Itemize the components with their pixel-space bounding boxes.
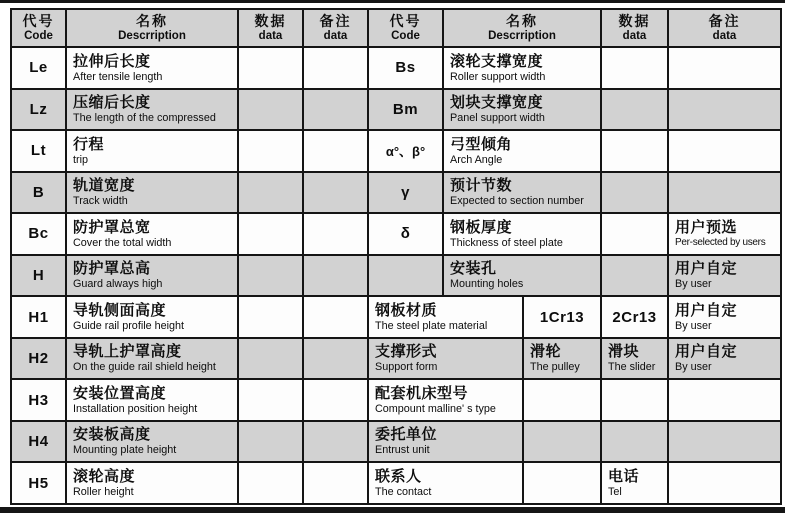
left-note-cell [304, 256, 367, 296]
left-name-en: Track width [73, 195, 128, 208]
right-option1: 1Cr13 [539, 308, 585, 326]
left-note-cell [304, 380, 367, 420]
right-name-cell [444, 131, 600, 171]
header-right-note-zh: 备注 [708, 12, 741, 29]
header-left-data-zh: 数据 [254, 12, 287, 29]
left-name-cell [67, 339, 237, 379]
right-merged-name-cell [369, 339, 522, 379]
right-note-zh: 用户自定 [675, 260, 738, 278]
left-note-cell [304, 173, 367, 213]
right-name-zh: 滚轮支撑宽度 [450, 52, 544, 70]
right-note-zh: 用户自定 [675, 343, 738, 361]
left-data-cell [239, 173, 302, 213]
left-code-cell [12, 463, 65, 503]
header-left-data-en: data [258, 30, 283, 43]
left-code-cell [12, 90, 65, 130]
left-name-cell [67, 131, 237, 171]
right-note-zh: 用户自定 [675, 301, 738, 319]
left-name-cell [67, 380, 237, 420]
right-name-zh: 配套机床型号 [375, 384, 469, 402]
left-code: H2 [28, 350, 49, 368]
right-data-cell [602, 131, 667, 171]
right-option2-cell [602, 339, 667, 379]
left-name-zh: 导轨侧面高度 [73, 301, 167, 319]
left-name-en: Guard always high [73, 278, 163, 291]
right-code: Bm [392, 100, 419, 118]
left-data-cell [239, 339, 302, 379]
left-name-zh: 防护罩总高 [73, 260, 151, 278]
left-code: H1 [28, 308, 49, 326]
right-name-cell [444, 256, 600, 296]
right-data-cell [602, 90, 667, 130]
left-data-cell [239, 131, 302, 171]
left-data-cell [239, 214, 302, 254]
right-note-en: By user [675, 319, 712, 332]
header-right-name-en: Descrription [488, 30, 556, 43]
header-left-name-cell [67, 10, 237, 46]
header-right-code-en: Code [391, 30, 420, 43]
right-code: γ [401, 183, 410, 201]
left-name-cell [67, 90, 237, 130]
left-data-cell [239, 297, 302, 337]
right-code: α°、β° [385, 144, 426, 160]
right-code-cell [369, 131, 442, 171]
right-note-en: Per-selected by users [675, 237, 766, 249]
left-name-zh: 压缩后长度 [73, 94, 151, 112]
right-option1-cell [524, 380, 600, 420]
header-right-name-cell [444, 10, 600, 46]
left-name-en: trip [73, 153, 88, 166]
left-data-cell [239, 422, 302, 462]
left-data-cell [239, 380, 302, 420]
left-code-cell [12, 173, 65, 213]
right-name-en: Mounting holes [450, 278, 524, 291]
table-row [12, 380, 780, 420]
left-name-en: On the guide rail shield height [73, 361, 216, 374]
left-note-cell [304, 214, 367, 254]
right-option1-en: The pulley [530, 361, 580, 374]
header-left-name-en: Descrription [118, 30, 186, 43]
table-row [12, 48, 780, 88]
right-name-en: The steel plate material [375, 319, 488, 332]
right-code-cell [369, 256, 442, 296]
right-code: Bs [395, 59, 416, 77]
left-name-cell [67, 422, 237, 462]
right-merged-name-cell [369, 380, 522, 420]
right-option2-zh: 滑块 [608, 343, 640, 361]
right-name-zh: 联系人 [375, 468, 422, 486]
left-name-en: Installation position height [73, 402, 198, 415]
right-note-cell [669, 380, 780, 420]
left-name-cell [67, 463, 237, 503]
right-name-en: Panel support width [450, 112, 545, 125]
right-data-cell [602, 48, 667, 88]
header-right-name-zh: 名称 [506, 12, 538, 29]
right-name-en: The contact [375, 486, 432, 499]
table-row [12, 256, 780, 296]
right-name-en: Arch Angle [450, 153, 503, 166]
header-left-code-cell [12, 10, 65, 46]
header-row [12, 10, 780, 46]
left-name-en: Cover the total width [73, 236, 172, 249]
header-left-note-zh: 备注 [319, 12, 352, 29]
right-note-cell [669, 173, 780, 213]
left-data-cell [239, 256, 302, 296]
right-name-zh: 支撑形式 [375, 343, 438, 361]
right-name-cell [444, 173, 600, 213]
left-code: B [32, 183, 45, 201]
right-name-en: Thickness of steel plate [450, 236, 563, 249]
left-name-cell [67, 214, 237, 254]
left-note-cell [304, 131, 367, 171]
header-left-data-cell [239, 10, 302, 46]
left-name-en: The length of the compressed [73, 112, 216, 125]
left-code: Lt [30, 142, 47, 160]
right-note-cell [669, 131, 780, 171]
right-data-cell [602, 214, 667, 254]
table-row [12, 463, 780, 503]
right-note-cell [669, 463, 780, 503]
right-note-cell [669, 339, 780, 379]
table-row [12, 339, 780, 379]
header-left-note-en: data [323, 30, 348, 43]
right-name-zh: 弓型倾角 [450, 135, 513, 153]
left-code-cell [12, 422, 65, 462]
right-name-en: Compount malline' s type [375, 402, 496, 415]
left-code-cell [12, 131, 65, 171]
table-row [12, 90, 780, 130]
left-name-zh: 行程 [73, 135, 105, 153]
left-code: Lz [29, 100, 48, 118]
right-note-zh: 用户预选 [675, 219, 738, 237]
left-name-zh: 安装位置高度 [73, 384, 167, 402]
bottom-frame-line [0, 507, 785, 513]
left-name-zh: 导轨上护罩高度 [73, 343, 182, 361]
header-left-code-en: Code [24, 30, 53, 43]
right-name-zh: 划块支撑宽度 [450, 94, 544, 112]
left-code: Le [29, 59, 48, 77]
right-code-cell [369, 48, 442, 88]
right-name-en: Entrust unit [375, 444, 430, 457]
right-option2-cell [602, 380, 667, 420]
table-row [12, 422, 780, 462]
header-left-code-zh: 代号 [22, 12, 55, 29]
header-right-note-en: data [712, 30, 737, 43]
left-name-en: Roller height [73, 486, 134, 499]
top-frame-line [0, 0, 785, 3]
table-row [12, 297, 780, 337]
right-option2: 2Cr13 [612, 308, 657, 326]
right-name-zh: 安装孔 [450, 260, 497, 278]
right-name-zh: 钢板厚度 [450, 218, 513, 236]
right-merged-name-cell [369, 463, 522, 503]
header-right-note-cell [669, 10, 780, 46]
right-option2-en: The slider [608, 361, 656, 374]
right-merged-name-cell [369, 297, 522, 337]
left-note-cell [304, 297, 367, 337]
left-name-cell [67, 173, 237, 213]
header-right-data-en: data [622, 30, 647, 43]
right-note-en: By user [675, 278, 712, 291]
left-data-cell [239, 90, 302, 130]
right-option1-cell [524, 297, 600, 337]
left-name-zh: 安装板高度 [73, 426, 151, 444]
spec-table [10, 8, 782, 505]
right-option2-cell [602, 463, 667, 503]
right-note-cell [669, 48, 780, 88]
left-data-cell [239, 48, 302, 88]
right-name-zh: 钢板材质 [375, 301, 438, 319]
right-option2-cell [602, 422, 667, 462]
left-name-cell [67, 48, 237, 88]
right-option1-zh: 滑轮 [530, 343, 562, 361]
right-note-cell [669, 422, 780, 462]
right-name-en: Roller support width [450, 70, 546, 83]
right-name-cell [444, 90, 600, 130]
left-name-zh: 轨道宽度 [73, 177, 136, 195]
left-note-cell [304, 48, 367, 88]
right-code-cell [369, 90, 442, 130]
right-name-en: Expected to section number [450, 195, 584, 208]
right-code-cell [369, 214, 442, 254]
right-note-cell [669, 90, 780, 130]
header-right-data-zh: 数据 [618, 12, 651, 29]
header-right-code-cell [369, 10, 442, 46]
left-note-cell [304, 422, 367, 462]
right-option2-cell [602, 297, 667, 337]
left-note-cell [304, 463, 367, 503]
right-merged-name-cell [369, 422, 522, 462]
right-code: δ [400, 225, 411, 243]
left-name-en: Guide rail profile height [73, 319, 185, 332]
right-data-cell [602, 173, 667, 213]
table-row [12, 173, 780, 213]
left-name-zh: 滚轮高度 [73, 468, 136, 486]
left-code-cell [12, 297, 65, 337]
right-note-cell [669, 297, 780, 337]
right-option1-cell [524, 422, 600, 462]
left-name-en: Mounting plate height [73, 444, 177, 457]
left-code-cell [12, 256, 65, 296]
left-note-cell [304, 90, 367, 130]
left-name-zh: 拉伸后长度 [73, 52, 151, 70]
right-option1-cell [524, 339, 600, 379]
right-option2-zh: 电话 [608, 468, 640, 486]
right-option2-en: Tel [608, 486, 622, 499]
left-code: H5 [28, 474, 49, 492]
right-name-zh: 预计节数 [450, 177, 513, 195]
table-row [12, 131, 780, 171]
right-name-zh: 委托单位 [375, 426, 438, 444]
left-name-cell [67, 297, 237, 337]
left-name-cell [67, 256, 237, 296]
left-code: H4 [28, 433, 49, 451]
left-code: Bc [28, 225, 49, 243]
left-name-zh: 防护罩总宽 [73, 218, 151, 236]
left-code: H3 [28, 391, 49, 409]
header-right-code-zh: 代号 [389, 12, 422, 29]
header-left-note-cell [304, 10, 367, 46]
right-name-cell [444, 48, 600, 88]
header-left-name-zh: 名称 [136, 12, 168, 29]
left-note-cell [304, 339, 367, 379]
right-name-en: Support form [375, 361, 438, 374]
right-name-cell [444, 214, 600, 254]
left-code: H [32, 267, 45, 284]
right-note-cell [669, 214, 780, 254]
left-name-en: After tensile length [73, 70, 163, 83]
left-code-cell [12, 48, 65, 88]
left-code-cell [12, 380, 65, 420]
left-code-cell [12, 214, 65, 254]
right-data-cell [602, 256, 667, 296]
right-code-cell [369, 173, 442, 213]
left-data-cell [239, 463, 302, 503]
header-right-data-cell [602, 10, 667, 46]
right-note-cell [669, 256, 780, 296]
right-note-en: By user [675, 361, 712, 374]
right-option1-cell [524, 463, 600, 503]
left-code-cell [12, 339, 65, 379]
table-row [12, 214, 780, 254]
